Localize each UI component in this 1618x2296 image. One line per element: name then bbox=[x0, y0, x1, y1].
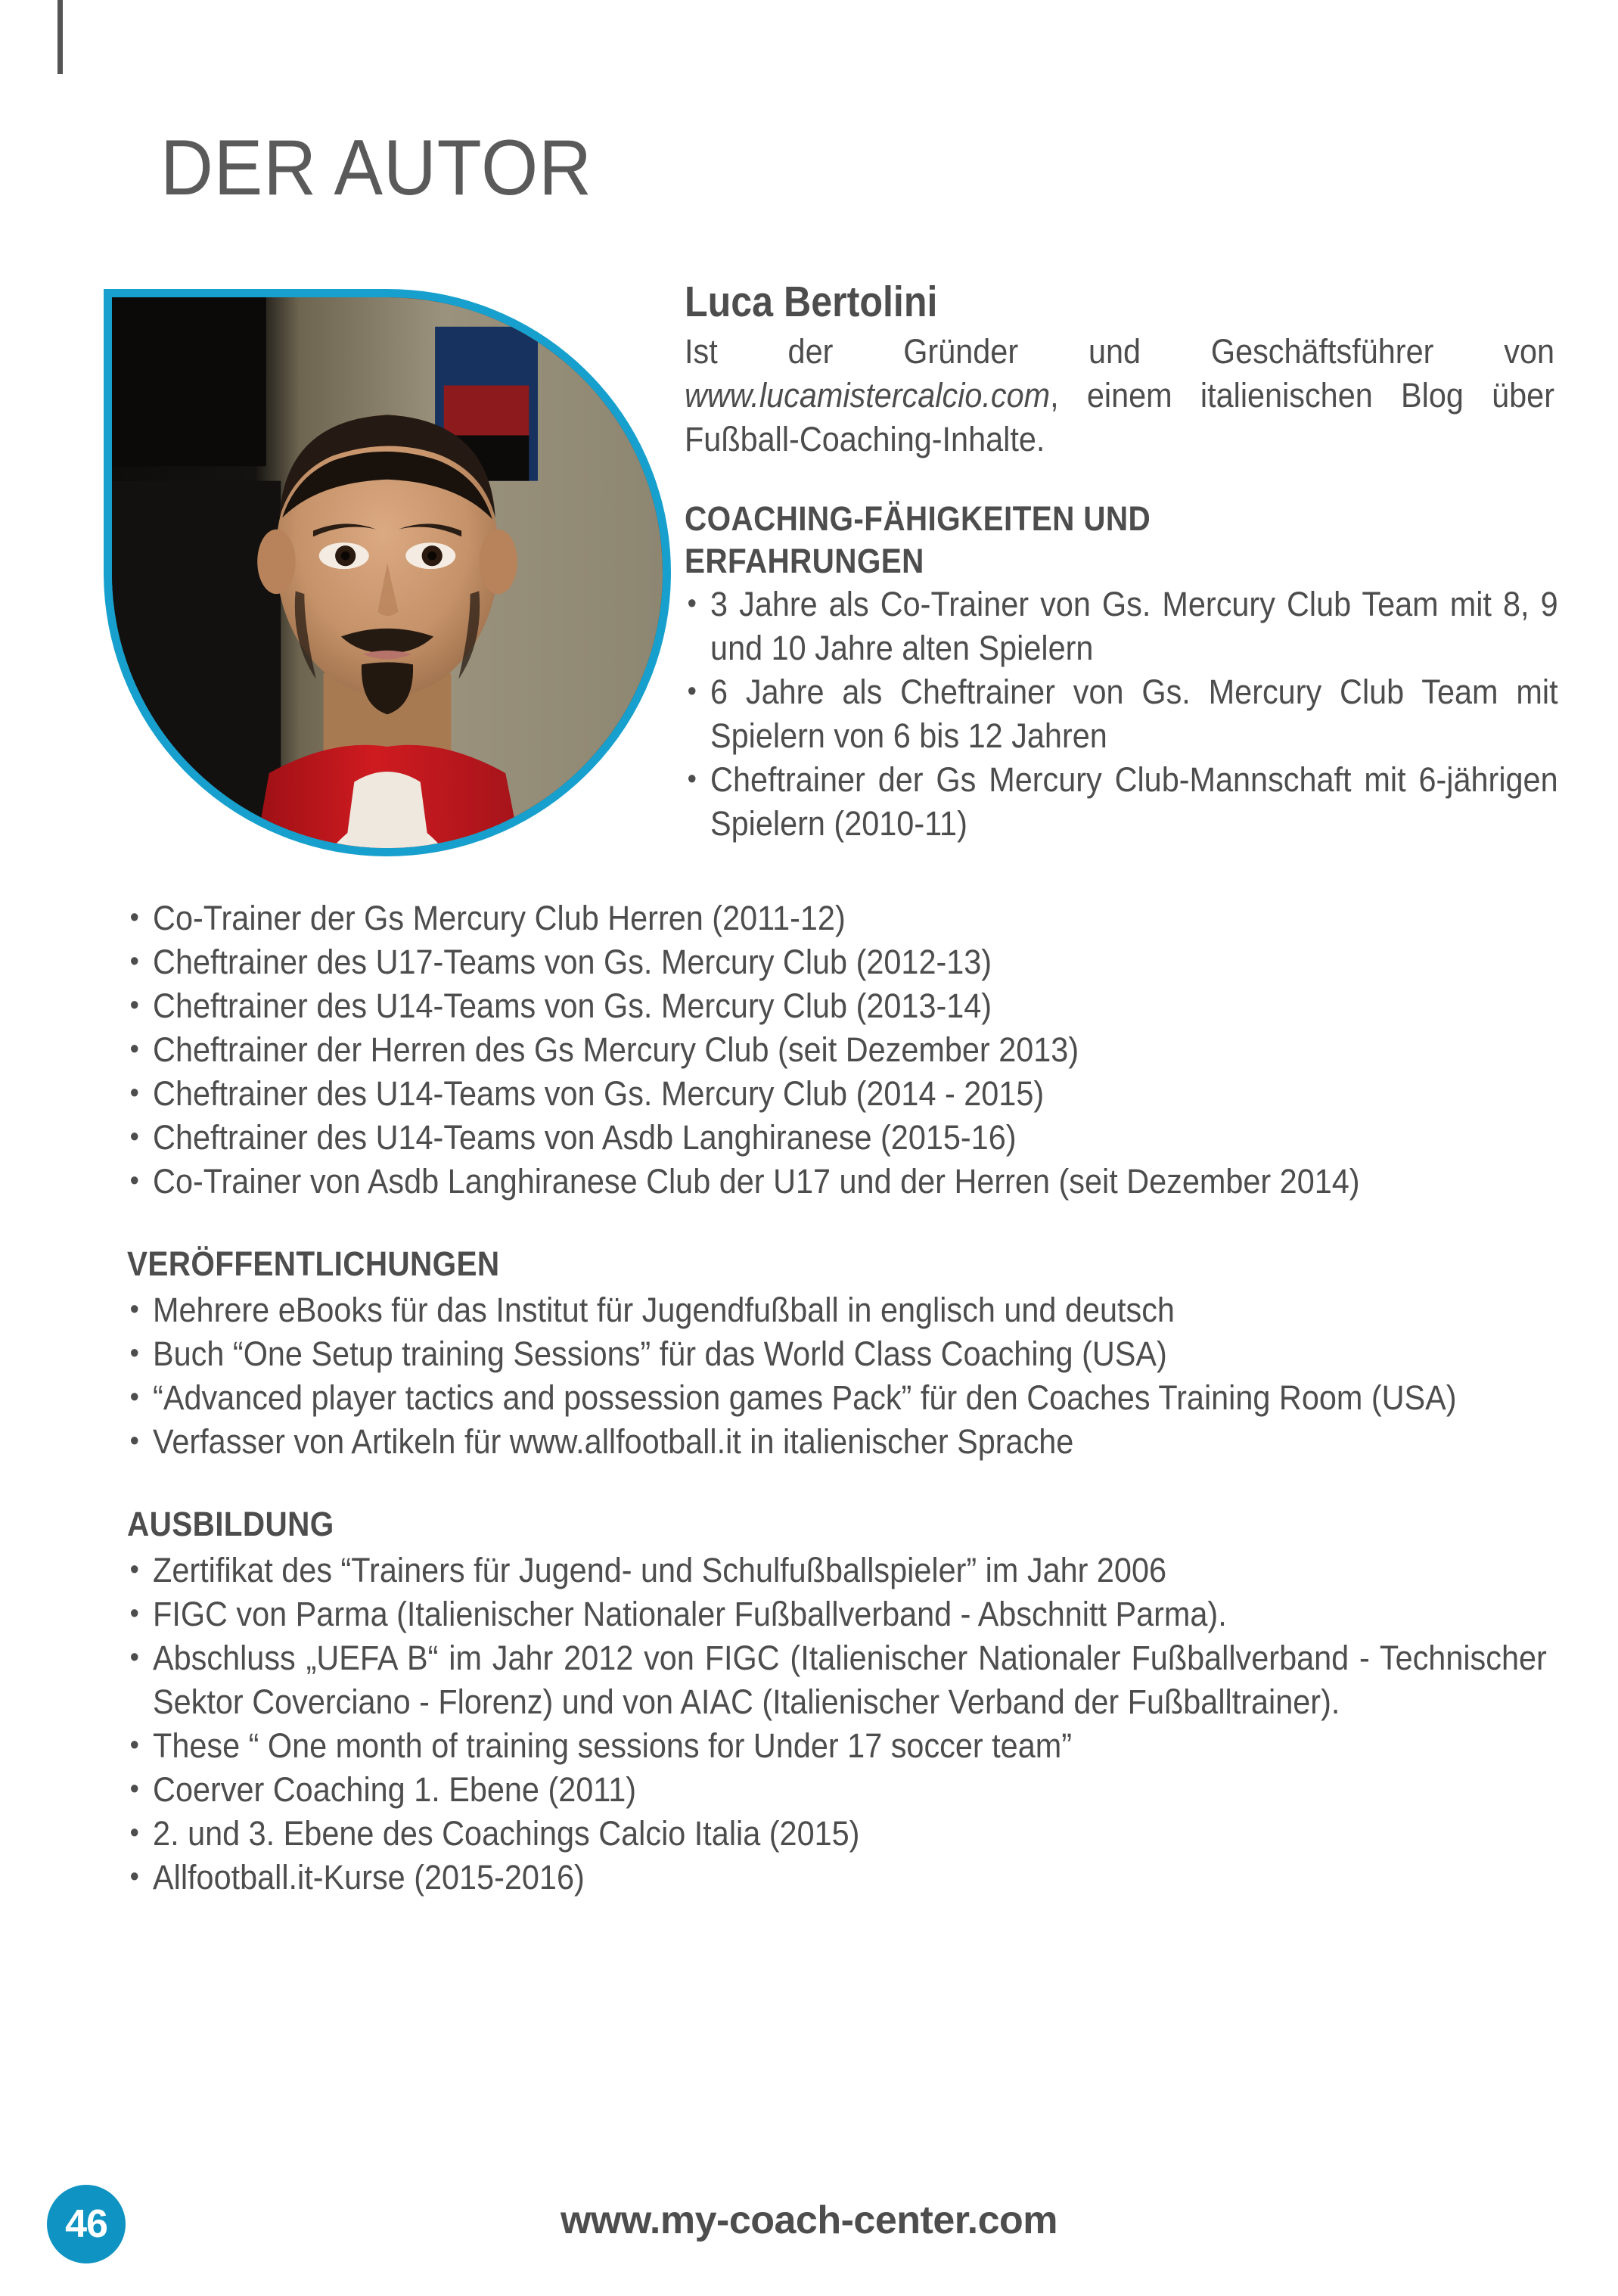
intro-text-pre: Ist der Gründer und Geschäftsführer von bbox=[685, 332, 1554, 371]
publications-heading: VERÖFFENTLICHUNGEN bbox=[127, 1244, 500, 1283]
coaching-heading-line2: ERFAHRUNGEN bbox=[685, 542, 924, 580]
pub-text-post: in italienischer Sprache bbox=[741, 1422, 1074, 1461]
list-item bbox=[127, 1420, 1547, 1464]
coaching-right-list bbox=[685, 583, 1558, 846]
allfootball-link[interactable]: www.allfootball.it bbox=[509, 1422, 741, 1461]
intro-text-post: , einem italienischen Blog über Fußball-Coaching-Inhalte. bbox=[685, 376, 1554, 458]
coaching-wide-list bbox=[127, 896, 1547, 1204]
list-item: • FIGC von Parma (Italienischer Nationaler Fußballverband - Abschnitt Parma). bbox=[127, 1592, 1547, 1636]
page-number-badge: 46 bbox=[47, 2185, 126, 2263]
list-item: • Zertifikat des “Trainers für Jugend- und Schulfußballspieler” im Jahr 2006 bbox=[127, 1549, 1547, 1592]
coaching-heading-line1: COACHING-FÄHIGKEITEN UND bbox=[685, 499, 1151, 538]
footer-website[interactable]: www.my-coach-center.com bbox=[560, 2198, 1057, 2242]
portrait-frame bbox=[104, 289, 671, 856]
education-heading: AUSBILDUNG bbox=[127, 1505, 334, 1543]
author-portrait bbox=[104, 289, 671, 856]
list-item: • Cheftrainer der Herren des Gs Mercury Club (seit Dezember 2013) bbox=[127, 1028, 1547, 1072]
author-website-link[interactable]: www.lucamistercalcio.com bbox=[685, 376, 1051, 415]
allfootball-course-link[interactable]: Allfootball.it bbox=[153, 1858, 313, 1897]
list-item: • Buch “One Setup training Sessions” für das World Class Coaching (USA) bbox=[127, 1332, 1547, 1376]
list-item: • 6 Jahre als Cheftrainer von Gs. Mercury Club Team mit Spielern von 6 bis 12 Jahren bbox=[685, 670, 1558, 758]
list-item: • Cheftrainer des U14-Teams von Asdb Langhiranese (2015-16) bbox=[127, 1116, 1547, 1160]
list-item: • Cheftrainer des U14-Teams von Gs. Mercury Club (2014 - 2015) bbox=[127, 1072, 1547, 1116]
education-list bbox=[127, 1549, 1547, 1900]
author-name: Luca Bertolini bbox=[685, 278, 938, 326]
list-item: • These “ One month of training sessions for Under 17 soccer team” bbox=[127, 1724, 1547, 1768]
author-intro bbox=[685, 330, 1554, 461]
list-item: • Cheftrainer der Gs Mercury Club-Mannschaft mit 6-jährigen Spielern (2010-11) bbox=[685, 758, 1558, 846]
list-item: • Co-Trainer von Asdb Langhiranese Club der U17 und der Herren (seit Dezember 2014) bbox=[127, 1160, 1547, 1204]
list-item: • Coerver Coaching 1. Ebene (2011) bbox=[127, 1768, 1547, 1812]
list-item: • Mehrere eBooks für das Institut für Jugendfußball in englisch und deutsch bbox=[127, 1288, 1547, 1332]
top-left-rule bbox=[57, 0, 63, 74]
list-item: • 2. und 3. Ebene des Coachings Calcio Italia (2015) bbox=[127, 1812, 1547, 1856]
list-item: • Co-Trainer der Gs Mercury Club Herren (2011-12) bbox=[127, 896, 1547, 940]
portrait-photo bbox=[112, 297, 663, 848]
author-info-column bbox=[685, 278, 1558, 846]
list-item: • Abschluss „UEFA B“ im Jahr 2012 von FIGC (Italienischer Nationaler Fußballverband - Technischer Sektor Coverciano - Florenz) und von AIAC (Italienischer Verband der Fußballtrainer). bbox=[127, 1636, 1547, 1724]
edu-text-post: -Kurse (2015-2016) bbox=[312, 1858, 585, 1897]
section-spacer bbox=[127, 1204, 1549, 1243]
list-item bbox=[127, 1856, 1547, 1900]
page-title: DER AUTOR bbox=[160, 124, 592, 212]
list-item: • Cheftrainer des U14-Teams von Gs. Mercury Club (2013-14) bbox=[127, 984, 1547, 1028]
list-item: • Cheftrainer des U17-Teams von Gs. Mercury Club (2012-13) bbox=[127, 940, 1547, 984]
list-item: • 3 Jahre als Co-Trainer von Gs. Mercury Club Team mit 8, 9 und 10 Jahre alten Spielern bbox=[685, 583, 1558, 670]
pub-text-pre: Verfasser von Artikeln für bbox=[153, 1422, 510, 1461]
list-item: • “Advanced player tactics and possession games Pack” für den Coaches Training Room (USA) bbox=[127, 1376, 1547, 1420]
publications-list bbox=[127, 1288, 1547, 1464]
section-spacer bbox=[127, 1464, 1549, 1503]
document-body bbox=[127, 896, 1549, 1900]
